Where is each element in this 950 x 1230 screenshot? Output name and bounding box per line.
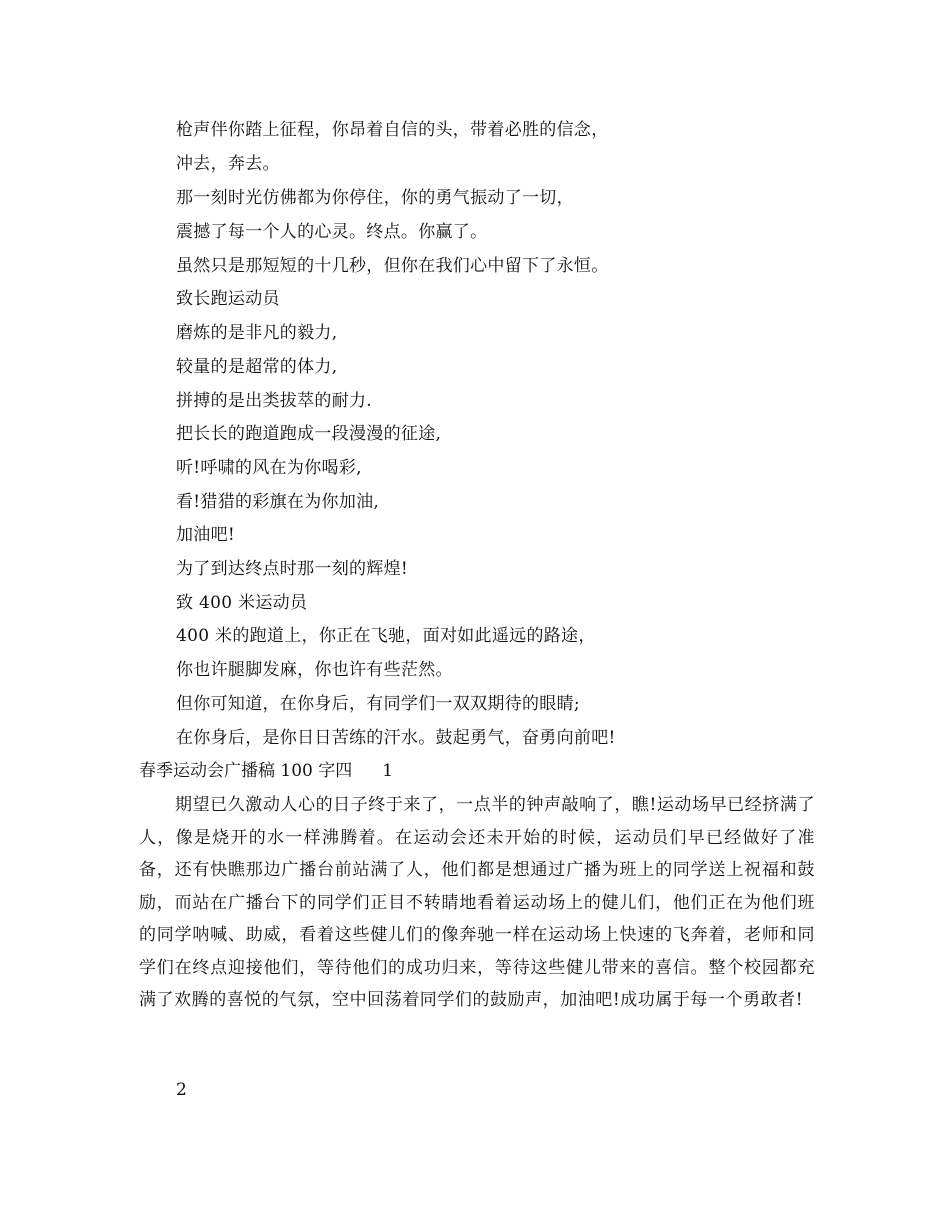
page-number: 2 [176, 1080, 187, 1100]
poem-line: 把长长的跑道跑成一段漫漫的征途, [176, 424, 442, 444]
poem-line: 虽然只是那短短的十几秒，但你在我们心中留下了永恒。 [176, 256, 609, 276]
poem-line: 加油吧! [176, 525, 236, 545]
poem-line: 看!猎猎的彩旗在为你加油, [176, 492, 380, 512]
poem-line: 拼搏的是出类拔萃的耐力. [176, 391, 373, 411]
poem-line: 那一刻时光仿佛都为你停住，你的勇气振动了一切， [176, 188, 574, 208]
poem-line: 但你可知道，在你身后，有同学们一双双期待的眼睛; [176, 694, 580, 714]
poem-line: 磨炼的是非凡的毅力, [176, 323, 338, 343]
section-heading [139, 759, 393, 783]
poem-line: 致 400 米运动员 [176, 593, 308, 613]
poem-line: 震撼了每一个人的心灵。终点。你赢了。 [176, 222, 488, 242]
poem-line: 为了到达终点时那一刻的辉煌! [176, 559, 409, 579]
body-paragraph: 期望已久激动人心的日子终于来了，一点半的钟声敲响了，瞧!运动场早已经挤满了人，像是烧开的水一样沸腾着。在运动会还未开始的时候，运动员们早已经做好了准备，还有快瞧那边广播台前站满了人，他们都是想通过广播为班上的同学送上祝福和鼓励，而站在广播台下的同学们正目不转睛地看着运动场上的健儿们，他们正在为他们班的同学呐喊、助威，看着这些健儿们的像奔驰一样在运动场上快速的飞奔着，老师和同学们在终点迎接他们，等待他们的成功归来，等待这些健儿带来的喜信。整个校园都充满了欢腾的喜悦的气氛，空中回荡着同学们的鼓励声，加油吧!成功属于每一个勇敢者! [139, 795, 815, 1010]
poem-line: 你也许腿脚发麻，你也许有些茫然。 [176, 660, 453, 680]
poem-line: 400 米的跑道上，你正在飞驰，面对如此遥远的路途， [176, 626, 596, 646]
poem-line: 听!呼啸的风在为你喝彩, [176, 458, 362, 478]
section-number: 1 [382, 761, 394, 781]
poem-line: 冲去，奔去。 [176, 154, 280, 174]
poem-line: 致长跑运动员 [176, 289, 280, 309]
poem-line: 较量的是超常的体力, [176, 357, 338, 377]
section-title: 春季运动会广播稿 100 字四 [139, 761, 353, 781]
poem-line: 在你身后，是你日日苦练的汗水。鼓起勇气，奋勇向前吧! [176, 728, 616, 748]
poem-line: 枪声伴你踏上征程，你昂着自信的头，带着必胜的信念， [176, 120, 609, 140]
